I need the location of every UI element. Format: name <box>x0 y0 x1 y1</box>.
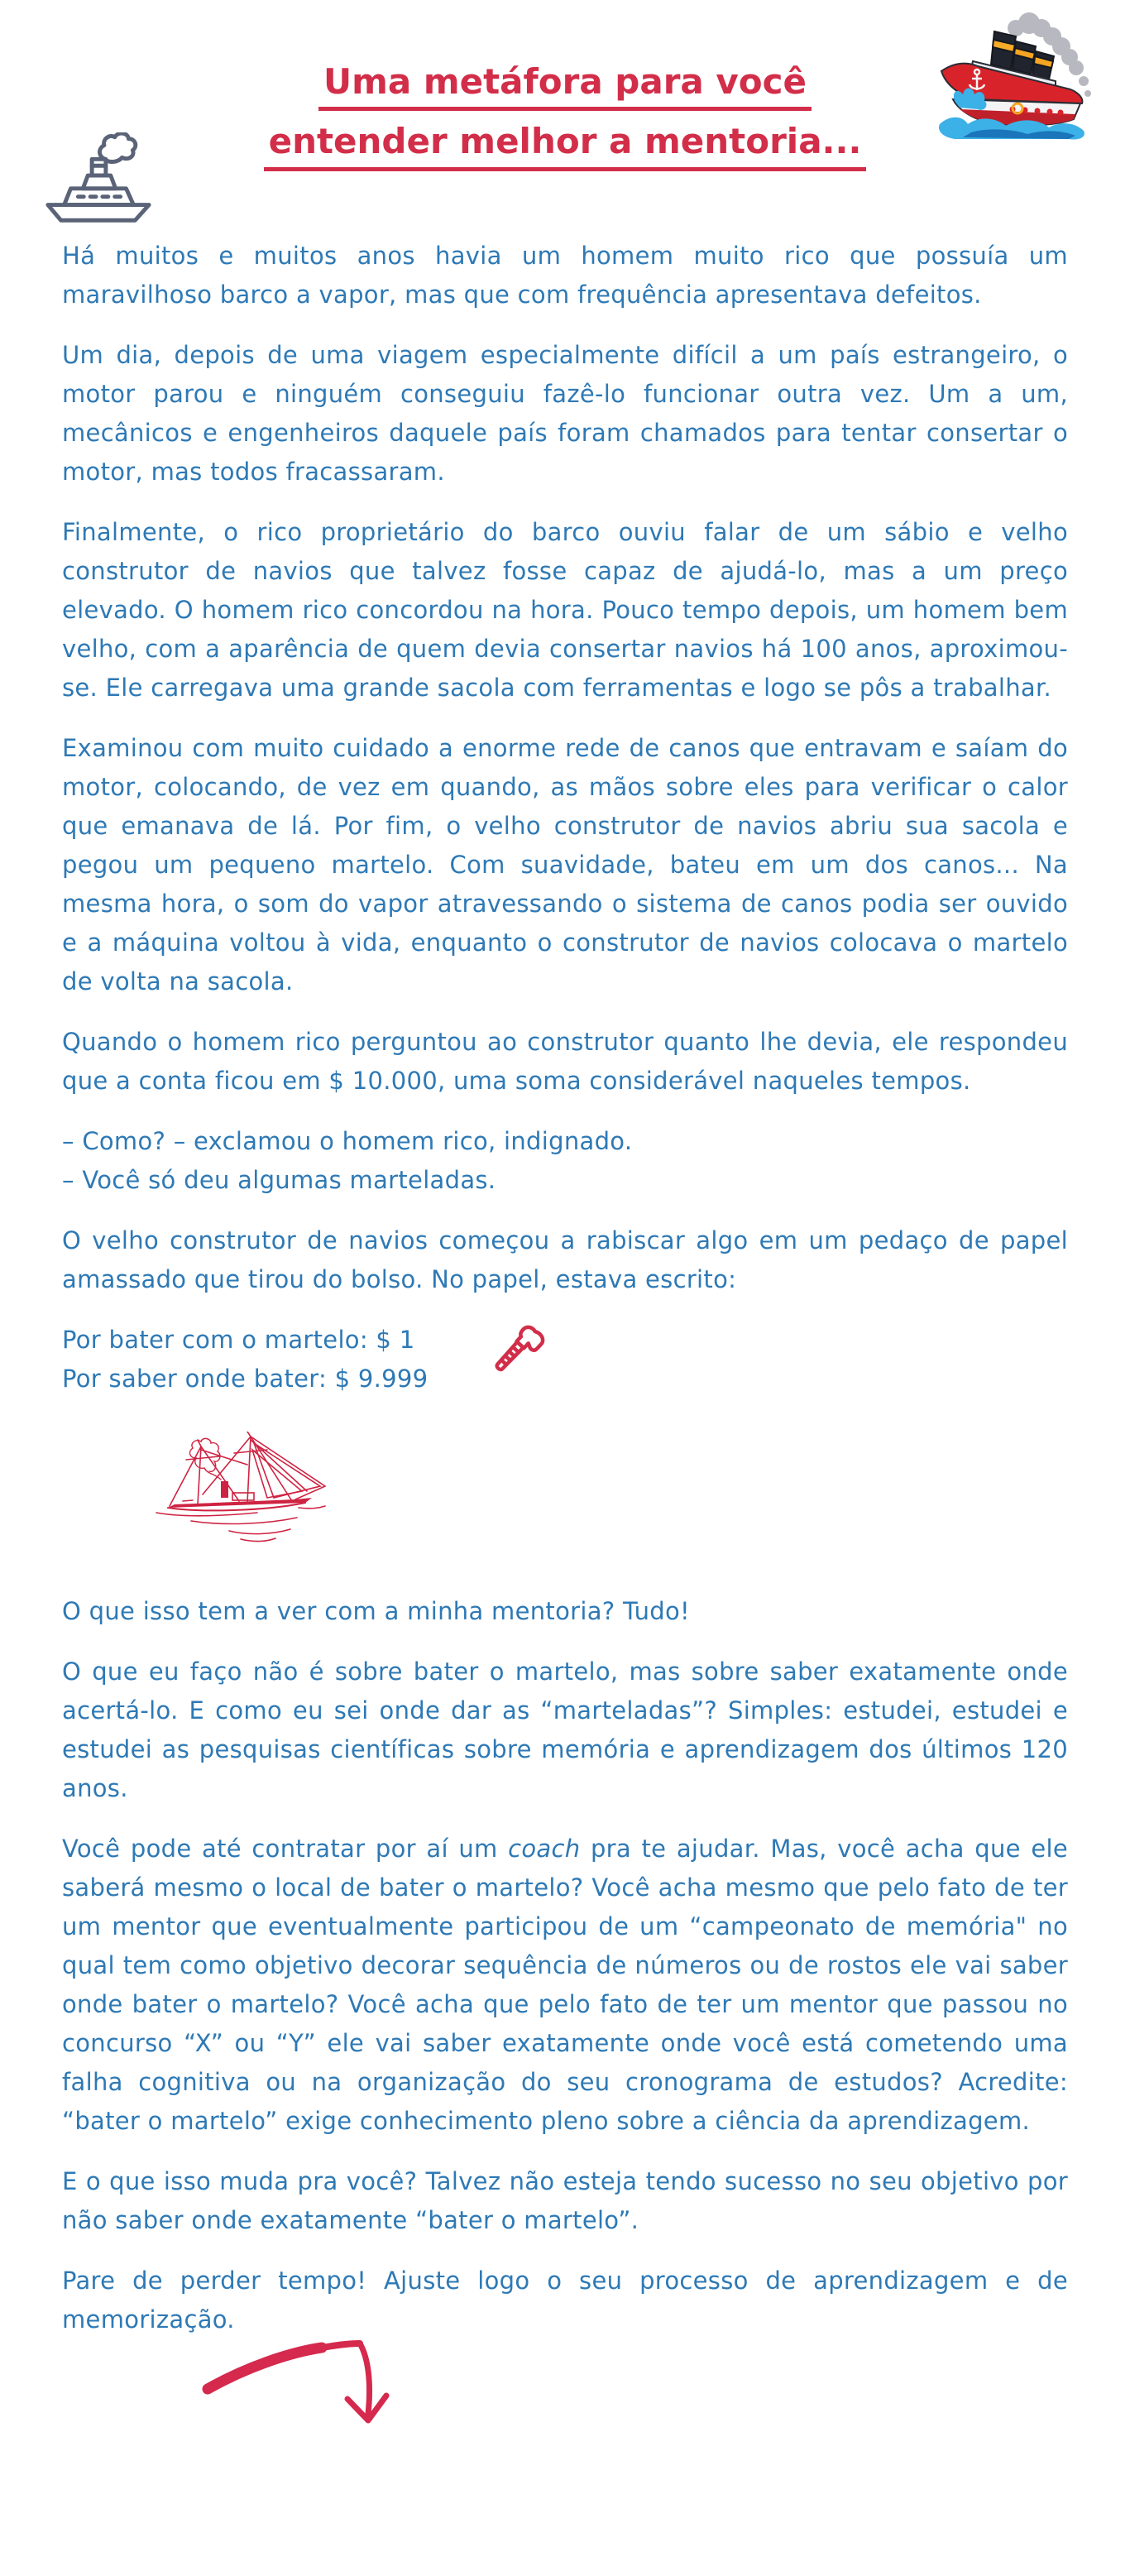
vintage-steamship-sketch <box>150 1432 1068 1556</box>
title-line-1: Uma metáfora para você <box>318 61 812 111</box>
story-paragraph-2: Um dia, depois de uma viagem especialmente difícil a um país estrangeiro, o motor parou e ninguém conseguiu fazê-lo funcionar outra vez. Um a um, mecânicos e engenheiros daquele país foram chamados para tentar consertar o motor, mas todos fracassaram. <box>62 341 1068 486</box>
mentoring-paragraph-3-pre: Você pode até contratar por aí um <box>62 1835 509 1863</box>
invoice-block <box>62 1321 1068 1398</box>
invoice-line-2: Por saber onde bater: $ 9.999 <box>62 1365 429 1393</box>
dialogue-line-2: – Você só deu algumas marteladas. <box>62 1166 496 1194</box>
mentoring-paragraph-4: E o que isso muda pra você? Talvez não esteja tendo sucesso no seu objetivo por não saber onde exatamente “bater o martelo”. <box>62 2167 1068 2234</box>
header <box>0 0 1130 237</box>
steamboat-clipart <box>930 8 1105 148</box>
mentoring-paragraph-3 <box>62 1830 1068 2141</box>
coach-italic-word: coach <box>508 1835 581 1863</box>
story-paragraph-3: Finalmente, o rico proprietário do barco ouviu falar de um sábio e velho construtor de navios que talvez fosse capaz de ajudá-lo, mas a um preço elevado. O homem rico concordou na hora. Pouco tempo depois, um homem bem velho, com a aparência de quem devia consertar navios há 100 anos, aproximou-se. Ele carregava uma grande sacola com ferramentas e logo se pôs a trabalhar. <box>62 518 1068 702</box>
title-line-2: entender melhor a mentoria... <box>264 121 867 170</box>
article-body <box>62 237 1068 2439</box>
mentoring-paragraph-3-post: pra te ajudar. Mas, você acha que ele saberá mesmo o local de bater o martelo? Você acha mesmo que pelo fato de ter um mentor que eventualmente participou de um “campeonato de memória" no qual tem como objetivo decorar sequência de números ou de rostos ele vai saber onde bater o martelo? Você acha que pelo fato de ter um mentor que passou no concurso “X” ou “Y” ele vai saber exatamente onde você está cometendo uma falha cognitiva ou na organização do seu cronograma de estudos? Acredite: “bater o martelo” exige conhecimento pleno sobre a ciência da aprendizagem. <box>62 1835 1068 2135</box>
story-paragraph-6: O velho construtor de navios começou a rabiscar algo em um pedaço de papel amassado que tirou do bolso. No papel, estava escrito: <box>62 1226 1068 1293</box>
invoice-line-1: Por bater com o martelo: $ 1 <box>62 1326 415 1354</box>
down-right-arrow-icon <box>196 2336 1068 2439</box>
dialogue-block <box>62 1122 1068 1200</box>
story-paragraph-1: Há muitos e muitos anos havia um homem muito rico que possuía um maravilhoso barco a vapor, mas que com frequência apresentava defeitos. <box>62 242 1068 309</box>
story-paragraph-4: Examinou com muito cuidado a enorme rede de canos que entravam e saíam do motor, colocando, de vez em quando, as mãos sobre eles para verificar o calor que emanava de lá. Por fim, o velho construtor de navios abriu sua sacola e pegou um pequeno martelo. Com suavidade, bateu em um dos canos... Na mesma hora, o som do vapor atravessando o sistema de canos podia ser ouvido e a máquina voltou à vida, enquanto o construtor de navios colocava o martelo de volta na sacola. <box>62 734 1068 995</box>
dialogue-line-1: – Como? – exclamou o homem rico, indignado. <box>62 1127 633 1155</box>
mentoring-paragraph-1: O que isso tem a ver com a minha mentoria? Tudo! <box>62 1597 690 1625</box>
story-paragraph-5: Quando o homem rico perguntou ao construtor quanto lhe devia, ele respondeu que a conta ficou em $ 10.000, uma soma considerável naqueles tempos. <box>62 1028 1068 1095</box>
mentoring-paragraph-5: Pare de perder tempo! Ajuste logo o seu processo de aprendizagem e de memorização. <box>62 2267 1068 2334</box>
hammer-icon <box>482 1317 547 1394</box>
mentoring-paragraph-2: O que eu faço não é sobre bater o martelo, mas sobre saber exatamente onde acertá-lo. E como eu sei onde dar as “marteladas”? Simples: estudei, estudei e estudei as pesquisas científicas sobre memória e aprendizagem dos últimos 120 anos. <box>62 1657 1068 1802</box>
